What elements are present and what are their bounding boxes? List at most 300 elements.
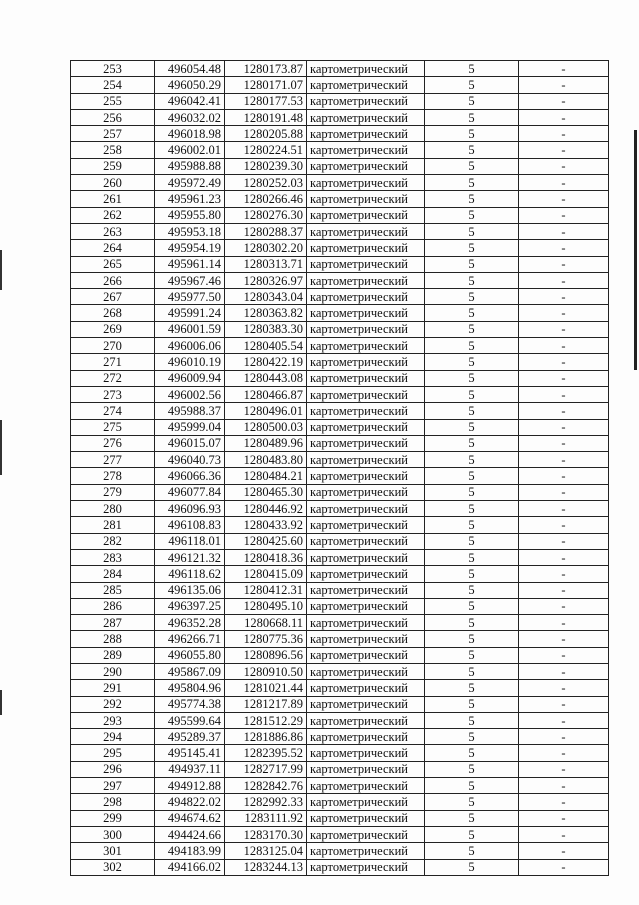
description-cell: - — [519, 354, 609, 370]
table-row — [71, 435, 609, 451]
accuracy-cell: 5 — [425, 93, 519, 109]
method-cell: картометрический — [307, 549, 425, 565]
table-row — [71, 338, 609, 354]
description-cell: - — [519, 142, 609, 158]
y-coordinate-cell: 1280302.20 — [225, 240, 307, 256]
accuracy-cell: 5 — [425, 566, 519, 582]
point-number-cell: 255 — [71, 93, 155, 109]
y-coordinate-cell: 1282395.52 — [225, 745, 307, 761]
method-cell: картометрический — [307, 631, 425, 647]
accuracy-cell: 5 — [425, 826, 519, 842]
accuracy-cell: 5 — [425, 549, 519, 565]
point-number-cell: 284 — [71, 566, 155, 582]
x-coordinate-cell: 496266.71 — [155, 631, 225, 647]
accuracy-cell: 5 — [425, 533, 519, 549]
table-row — [71, 289, 609, 305]
table-row — [71, 859, 609, 875]
point-number-cell: 269 — [71, 321, 155, 337]
x-coordinate-cell: 495988.37 — [155, 403, 225, 419]
description-cell: - — [519, 859, 609, 875]
table-row — [71, 484, 609, 500]
method-cell: картометрический — [307, 468, 425, 484]
table-row — [71, 582, 609, 598]
method-cell: картометрический — [307, 533, 425, 549]
x-coordinate-cell: 496002.01 — [155, 142, 225, 158]
x-coordinate-cell: 494674.62 — [155, 810, 225, 826]
accuracy-cell: 5 — [425, 843, 519, 859]
method-cell: картометрический — [307, 321, 425, 337]
x-coordinate-cell: 496042.41 — [155, 93, 225, 109]
method-cell: картометрический — [307, 452, 425, 468]
x-coordinate-cell: 496397.25 — [155, 598, 225, 614]
point-number-cell: 264 — [71, 240, 155, 256]
point-number-cell: 257 — [71, 126, 155, 142]
description-cell: - — [519, 484, 609, 500]
accuracy-cell: 5 — [425, 370, 519, 386]
table-row — [71, 631, 609, 647]
table-row — [71, 354, 609, 370]
method-cell: картометрический — [307, 403, 425, 419]
table-row — [71, 826, 609, 842]
x-coordinate-cell: 496108.83 — [155, 517, 225, 533]
method-cell: картометрический — [307, 142, 425, 158]
accuracy-cell: 5 — [425, 386, 519, 402]
x-coordinate-cell: 495804.96 — [155, 680, 225, 696]
x-coordinate-cell: 496352.28 — [155, 615, 225, 631]
method-cell: картометрический — [307, 745, 425, 761]
x-coordinate-cell: 496118.01 — [155, 533, 225, 549]
x-coordinate-cell: 496118.62 — [155, 566, 225, 582]
y-coordinate-cell: 1283170.30 — [225, 826, 307, 842]
point-number-cell: 265 — [71, 256, 155, 272]
accuracy-cell: 5 — [425, 354, 519, 370]
x-coordinate-cell: 494822.02 — [155, 794, 225, 810]
point-number-cell: 283 — [71, 549, 155, 565]
y-coordinate-cell: 1283244.13 — [225, 859, 307, 875]
x-coordinate-cell: 496009.94 — [155, 370, 225, 386]
description-cell: - — [519, 419, 609, 435]
scan-edge-mark — [634, 130, 637, 370]
x-coordinate-cell: 495967.46 — [155, 272, 225, 288]
description-cell: - — [519, 61, 609, 77]
method-cell: картометрический — [307, 582, 425, 598]
x-coordinate-cell: 495867.09 — [155, 663, 225, 679]
x-coordinate-cell: 496015.07 — [155, 435, 225, 451]
description-cell: - — [519, 826, 609, 842]
y-coordinate-cell: 1280496.01 — [225, 403, 307, 419]
y-coordinate-cell: 1280500.03 — [225, 419, 307, 435]
y-coordinate-cell: 1280405.54 — [225, 338, 307, 354]
point-number-cell: 275 — [71, 419, 155, 435]
point-number-cell: 256 — [71, 109, 155, 125]
accuracy-cell: 5 — [425, 289, 519, 305]
y-coordinate-cell: 1280383.30 — [225, 321, 307, 337]
table-row — [71, 419, 609, 435]
y-coordinate-cell: 1280239.30 — [225, 158, 307, 174]
table-row — [71, 386, 609, 402]
y-coordinate-cell: 1280466.87 — [225, 386, 307, 402]
x-coordinate-cell: 494183.99 — [155, 843, 225, 859]
method-cell: картометрический — [307, 93, 425, 109]
description-cell: - — [519, 223, 609, 239]
method-cell: картометрический — [307, 501, 425, 517]
accuracy-cell: 5 — [425, 191, 519, 207]
description-cell: - — [519, 647, 609, 663]
point-number-cell: 259 — [71, 158, 155, 174]
description-cell: - — [519, 321, 609, 337]
point-number-cell: 267 — [71, 289, 155, 305]
coordinates-table — [70, 60, 609, 876]
method-cell: картометрический — [307, 61, 425, 77]
method-cell: картометрический — [307, 109, 425, 125]
x-coordinate-cell: 495999.04 — [155, 419, 225, 435]
method-cell: картометрический — [307, 305, 425, 321]
point-number-cell: 261 — [71, 191, 155, 207]
method-cell: картометрический — [307, 566, 425, 582]
x-coordinate-cell: 496032.02 — [155, 109, 225, 125]
table-row — [71, 794, 609, 810]
description-cell: - — [519, 533, 609, 549]
point-number-cell: 296 — [71, 761, 155, 777]
y-coordinate-cell: 1280465.30 — [225, 484, 307, 500]
accuracy-cell: 5 — [425, 615, 519, 631]
point-number-cell: 271 — [71, 354, 155, 370]
method-cell: картометрический — [307, 761, 425, 777]
description-cell: - — [519, 305, 609, 321]
table-row — [71, 843, 609, 859]
y-coordinate-cell: 1280177.53 — [225, 93, 307, 109]
x-coordinate-cell: 495972.49 — [155, 175, 225, 191]
point-number-cell: 262 — [71, 207, 155, 223]
y-coordinate-cell: 1280415.09 — [225, 566, 307, 582]
y-coordinate-cell: 1280446.92 — [225, 501, 307, 517]
point-number-cell: 268 — [71, 305, 155, 321]
table-row — [71, 696, 609, 712]
accuracy-cell: 5 — [425, 207, 519, 223]
point-number-cell: 281 — [71, 517, 155, 533]
table-row — [71, 403, 609, 419]
point-number-cell: 277 — [71, 452, 155, 468]
method-cell: картометрический — [307, 859, 425, 875]
y-coordinate-cell: 1283125.04 — [225, 843, 307, 859]
accuracy-cell: 5 — [425, 729, 519, 745]
method-cell: картометрический — [307, 240, 425, 256]
y-coordinate-cell: 1280483.80 — [225, 452, 307, 468]
table-row — [71, 93, 609, 109]
accuracy-cell: 5 — [425, 696, 519, 712]
x-coordinate-cell: 495988.88 — [155, 158, 225, 174]
point-number-cell: 274 — [71, 403, 155, 419]
y-coordinate-cell: 1280171.07 — [225, 77, 307, 93]
table-row — [71, 598, 609, 614]
accuracy-cell: 5 — [425, 810, 519, 826]
table-row — [71, 712, 609, 728]
method-cell: картометрический — [307, 794, 425, 810]
description-cell: - — [519, 272, 609, 288]
y-coordinate-cell: 1281512.29 — [225, 712, 307, 728]
point-number-cell: 258 — [71, 142, 155, 158]
point-number-cell: 291 — [71, 680, 155, 696]
accuracy-cell: 5 — [425, 468, 519, 484]
y-coordinate-cell: 1280484.21 — [225, 468, 307, 484]
method-cell: картометрический — [307, 778, 425, 794]
point-number-cell: 299 — [71, 810, 155, 826]
y-coordinate-cell: 1280276.30 — [225, 207, 307, 223]
table-row — [71, 452, 609, 468]
x-coordinate-cell: 494937.11 — [155, 761, 225, 777]
y-coordinate-cell: 1280433.92 — [225, 517, 307, 533]
description-cell: - — [519, 615, 609, 631]
point-number-cell: 293 — [71, 712, 155, 728]
point-number-cell: 272 — [71, 370, 155, 386]
accuracy-cell: 5 — [425, 712, 519, 728]
y-coordinate-cell: 1280910.50 — [225, 663, 307, 679]
point-number-cell: 301 — [71, 843, 155, 859]
accuracy-cell: 5 — [425, 745, 519, 761]
y-coordinate-cell: 1280775.36 — [225, 631, 307, 647]
table-row — [71, 533, 609, 549]
point-number-cell: 294 — [71, 729, 155, 745]
table-row — [71, 810, 609, 826]
x-coordinate-cell: 496040.73 — [155, 452, 225, 468]
point-number-cell: 254 — [71, 77, 155, 93]
table-row — [71, 729, 609, 745]
x-coordinate-cell: 495954.19 — [155, 240, 225, 256]
description-cell: - — [519, 729, 609, 745]
table-row — [71, 615, 609, 631]
description-cell: - — [519, 452, 609, 468]
accuracy-cell: 5 — [425, 484, 519, 500]
accuracy-cell: 5 — [425, 501, 519, 517]
method-cell: картометрический — [307, 272, 425, 288]
method-cell: картометрический — [307, 126, 425, 142]
description-cell: - — [519, 582, 609, 598]
y-coordinate-cell: 1280412.31 — [225, 582, 307, 598]
table-row — [71, 647, 609, 663]
table-row — [71, 468, 609, 484]
description-cell: - — [519, 370, 609, 386]
y-coordinate-cell: 1280205.88 — [225, 126, 307, 142]
accuracy-cell: 5 — [425, 126, 519, 142]
description-cell: - — [519, 778, 609, 794]
point-number-cell: 290 — [71, 663, 155, 679]
method-cell: картометрический — [307, 435, 425, 451]
y-coordinate-cell: 1281886.86 — [225, 729, 307, 745]
scan-edge-mark — [0, 420, 2, 475]
table-row — [71, 240, 609, 256]
method-cell: картометрический — [307, 663, 425, 679]
table-row — [71, 305, 609, 321]
table-row — [71, 256, 609, 272]
accuracy-cell: 5 — [425, 338, 519, 354]
accuracy-cell: 5 — [425, 419, 519, 435]
description-cell: - — [519, 631, 609, 647]
accuracy-cell: 5 — [425, 663, 519, 679]
table-row — [71, 778, 609, 794]
table-row — [71, 321, 609, 337]
description-cell: - — [519, 77, 609, 93]
method-cell: картометрический — [307, 826, 425, 842]
method-cell: картометрический — [307, 289, 425, 305]
accuracy-cell: 5 — [425, 240, 519, 256]
method-cell: картометрический — [307, 729, 425, 745]
accuracy-cell: 5 — [425, 647, 519, 663]
method-cell: картометрический — [307, 77, 425, 93]
description-cell: - — [519, 93, 609, 109]
x-coordinate-cell: 496135.06 — [155, 582, 225, 598]
table-row — [71, 549, 609, 565]
accuracy-cell: 5 — [425, 175, 519, 191]
method-cell: картометрический — [307, 598, 425, 614]
point-number-cell: 282 — [71, 533, 155, 549]
method-cell: картометрический — [307, 354, 425, 370]
x-coordinate-cell: 496096.93 — [155, 501, 225, 517]
method-cell: картометрический — [307, 223, 425, 239]
y-coordinate-cell: 1280224.51 — [225, 142, 307, 158]
accuracy-cell: 5 — [425, 435, 519, 451]
method-cell: картометрический — [307, 810, 425, 826]
description-cell: - — [519, 598, 609, 614]
accuracy-cell: 5 — [425, 321, 519, 337]
y-coordinate-cell: 1280252.03 — [225, 175, 307, 191]
accuracy-cell: 5 — [425, 680, 519, 696]
table-row — [71, 142, 609, 158]
table-row — [71, 761, 609, 777]
x-coordinate-cell: 495289.37 — [155, 729, 225, 745]
description-cell: - — [519, 256, 609, 272]
method-cell: картометрический — [307, 647, 425, 663]
accuracy-cell: 5 — [425, 794, 519, 810]
accuracy-cell: 5 — [425, 582, 519, 598]
description-cell: - — [519, 338, 609, 354]
x-coordinate-cell: 494912.88 — [155, 778, 225, 794]
point-number-cell: 289 — [71, 647, 155, 663]
description-cell: - — [519, 207, 609, 223]
description-cell: - — [519, 289, 609, 305]
accuracy-cell: 5 — [425, 256, 519, 272]
point-number-cell: 285 — [71, 582, 155, 598]
accuracy-cell: 5 — [425, 403, 519, 419]
accuracy-cell: 5 — [425, 452, 519, 468]
y-coordinate-cell: 1282717.99 — [225, 761, 307, 777]
accuracy-cell: 5 — [425, 859, 519, 875]
table-row — [71, 663, 609, 679]
y-coordinate-cell: 1280288.37 — [225, 223, 307, 239]
y-coordinate-cell: 1280418.36 — [225, 549, 307, 565]
y-coordinate-cell: 1280443.08 — [225, 370, 307, 386]
description-cell: - — [519, 240, 609, 256]
x-coordinate-cell: 496077.84 — [155, 484, 225, 500]
description-cell: - — [519, 663, 609, 679]
description-cell: - — [519, 501, 609, 517]
table-row — [71, 745, 609, 761]
method-cell: картометрический — [307, 158, 425, 174]
x-coordinate-cell: 495145.41 — [155, 745, 225, 761]
x-coordinate-cell: 495774.38 — [155, 696, 225, 712]
accuracy-cell: 5 — [425, 142, 519, 158]
method-cell: картометрический — [307, 191, 425, 207]
y-coordinate-cell: 1280343.04 — [225, 289, 307, 305]
point-number-cell: 263 — [71, 223, 155, 239]
table-row — [71, 223, 609, 239]
x-coordinate-cell: 496018.98 — [155, 126, 225, 142]
description-cell: - — [519, 158, 609, 174]
point-number-cell: 297 — [71, 778, 155, 794]
description-cell: - — [519, 468, 609, 484]
method-cell: картометрический — [307, 338, 425, 354]
table-row — [71, 191, 609, 207]
table-row — [71, 501, 609, 517]
point-number-cell: 298 — [71, 794, 155, 810]
point-number-cell: 260 — [71, 175, 155, 191]
y-coordinate-cell: 1280266.46 — [225, 191, 307, 207]
description-cell: - — [519, 566, 609, 582]
table-row — [71, 109, 609, 125]
description-cell: - — [519, 517, 609, 533]
method-cell: картометрический — [307, 680, 425, 696]
y-coordinate-cell: 1280896.56 — [225, 647, 307, 663]
description-cell: - — [519, 191, 609, 207]
y-coordinate-cell: 1283111.92 — [225, 810, 307, 826]
description-cell: - — [519, 810, 609, 826]
point-number-cell: 286 — [71, 598, 155, 614]
accuracy-cell: 5 — [425, 631, 519, 647]
accuracy-cell: 5 — [425, 272, 519, 288]
x-coordinate-cell: 496010.19 — [155, 354, 225, 370]
method-cell: картометрический — [307, 517, 425, 533]
x-coordinate-cell: 495955.80 — [155, 207, 225, 223]
y-coordinate-cell: 1280489.96 — [225, 435, 307, 451]
accuracy-cell: 5 — [425, 77, 519, 93]
method-cell: картометрический — [307, 370, 425, 386]
point-number-cell: 270 — [71, 338, 155, 354]
method-cell: картометрический — [307, 207, 425, 223]
coordinates-table-body — [71, 61, 609, 876]
y-coordinate-cell: 1280191.48 — [225, 109, 307, 125]
point-number-cell: 278 — [71, 468, 155, 484]
point-number-cell: 295 — [71, 745, 155, 761]
table-row — [71, 370, 609, 386]
accuracy-cell: 5 — [425, 109, 519, 125]
table-row — [71, 61, 609, 77]
y-coordinate-cell: 1280173.87 — [225, 61, 307, 77]
x-coordinate-cell: 496006.06 — [155, 338, 225, 354]
y-coordinate-cell: 1281217.89 — [225, 696, 307, 712]
description-cell: - — [519, 403, 609, 419]
accuracy-cell: 5 — [425, 598, 519, 614]
y-coordinate-cell: 1280363.82 — [225, 305, 307, 321]
x-coordinate-cell: 495953.18 — [155, 223, 225, 239]
y-coordinate-cell: 1280313.71 — [225, 256, 307, 272]
method-cell: картометрический — [307, 386, 425, 402]
description-cell: - — [519, 680, 609, 696]
method-cell: картометрический — [307, 175, 425, 191]
description-cell: - — [519, 175, 609, 191]
x-coordinate-cell: 494166.02 — [155, 859, 225, 875]
method-cell: картометрический — [307, 843, 425, 859]
accuracy-cell: 5 — [425, 223, 519, 239]
point-number-cell: 287 — [71, 615, 155, 631]
x-coordinate-cell: 495961.23 — [155, 191, 225, 207]
scan-edge-mark — [0, 690, 2, 715]
accuracy-cell: 5 — [425, 517, 519, 533]
description-cell: - — [519, 386, 609, 402]
y-coordinate-cell: 1280668.11 — [225, 615, 307, 631]
point-number-cell: 288 — [71, 631, 155, 647]
point-number-cell: 302 — [71, 859, 155, 875]
description-cell: - — [519, 712, 609, 728]
table-row — [71, 207, 609, 223]
